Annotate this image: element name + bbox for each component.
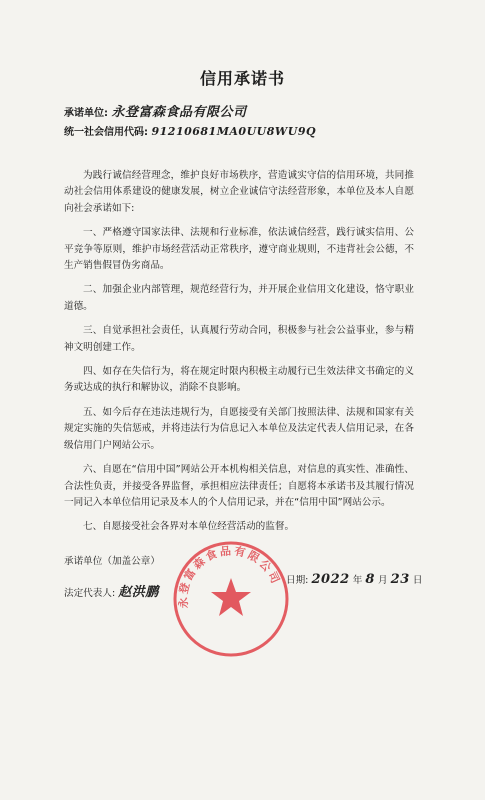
credit-code-label: 统一社会信用代码:: [64, 127, 148, 138]
unit-row: [64, 101, 247, 120]
legal-rep-row: [64, 581, 159, 600]
clause-6: 六、自愿在“信用中国”网站公开本机构相关信息，对信息的真实性、准确性、合法性负责，并接受各界监督，承担相应法律责任；自愿将本承诺书及其履行情况一同记入本单位信用记录及本人的个人信用记录，并在“信用中国”网站公示。: [64, 464, 414, 508]
credit-code-handwritten-value: 91210681MA0UU8WU9Q: [151, 125, 317, 138]
clause-1: 一、严格遵守国家法律、法规和行业标准，依法诚信经营，践行诚实信用、公平竞争等原则，维护市场经营活动正常秩序，遵守商业规则，不违背社会公德，不生产销售假冒伪劣商品。: [64, 227, 414, 272]
clause-2: 二、加强企业内部管理，规范经营行为，并开展企业信用文化建设，恪守职业道德。: [64, 284, 414, 312]
commitment-body: [64, 168, 414, 544]
legal-rep-label: 法定代表人:: [64, 588, 116, 599]
sign-unit-label: 承诺单位（加盖公章）: [64, 556, 160, 567]
year-char: 年: [352, 575, 363, 586]
seal-text: 永登富森食品有限公司: [176, 544, 283, 609]
clause-5: 五、如今后存在违法违规行为，自愿接受有关部门按照法律、法规和国家有关规定实施的失信惩戒，并将违法行为信息记入本单位及法定代表人信用记录，在各级信用门户网站公示。: [64, 406, 414, 451]
date-day: 23: [390, 572, 410, 587]
date-label: 日期:: [286, 575, 309, 586]
legal-rep-signature: 赵洪鹏: [118, 585, 159, 600]
seal-star-icon: [211, 578, 251, 616]
day-char: 日: [412, 575, 423, 586]
unit-handwritten-value: 永登富森食品有限公司: [111, 105, 247, 120]
document-title: 信用承诺书: [199, 69, 285, 88]
unit-label: 承诺单位:: [64, 108, 108, 119]
date-year: 2022: [311, 572, 350, 587]
company-seal: [170, 538, 292, 660]
credit-code-row: [64, 123, 316, 138]
month-char: 月: [378, 575, 388, 586]
clause-7: 七、自愿接受社会各界对本单位经营活动的监督。: [83, 521, 295, 533]
date-month: 8: [365, 572, 375, 587]
date-row: [286, 572, 422, 587]
clause-4: 四、如存在失信行为，将在规定时限内积极主动履行已生效法律文书确定的义务或达成的执行和解协议，消除不良影响。: [64, 366, 414, 394]
clause-3: 三、自觉承担社会责任，认真履行劳动合同，积极参与社会公益事业，参与精神文明创建工作。: [64, 325, 414, 353]
intro-paragraph: 为践行诚信经营理念，维护良好市场秩序，营造诚实守信的信用环境，共同推动社会信用体系建设的健康发展，树立企业诚信守法经营形象，本单位及本人自愿向社会承诺如下:: [64, 170, 414, 214]
